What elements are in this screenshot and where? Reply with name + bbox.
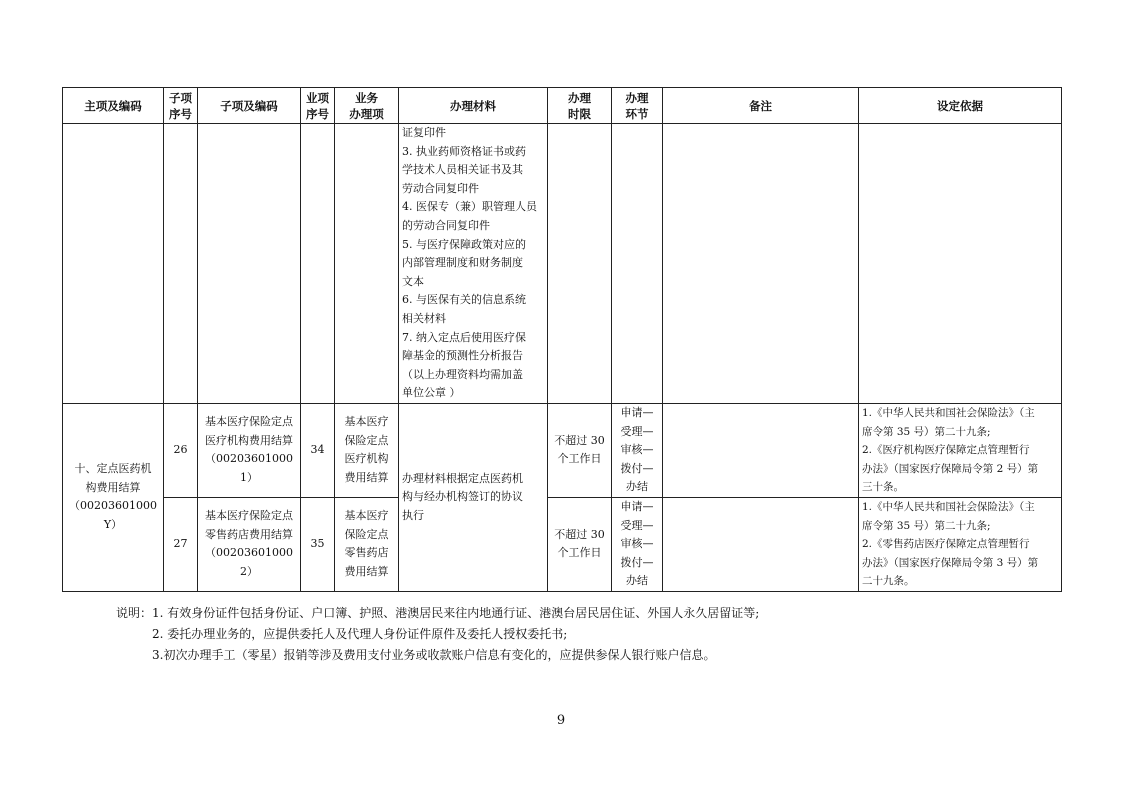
sub-seq-cell: 27 — [164, 497, 198, 591]
continued-materials: 证复印件 3. 执业药师资格证书或药 学技术人员相关证书及其 劳动合同复印件 4. 医保专（兼）职管理人员 的劳动合同复印件 5. 与医疗保障政策对应的 内部管理制度和财务制度 文本 6. 与医保有关的信息系统 相关材料 7. 纳入定点后使用医疗保 障基金的预测性分析报告 （以上办理资料均需加盖 单位公章 ） — [399, 124, 548, 404]
header-remarks: 备注 — [663, 88, 859, 124]
basis-cell: 1.《中华人民共和国社会保险法》（主 席令第 35 号）第二十九条; 2.《零售药店医疗保障定点管理暂行 办法》（国家医疗保障局令第 3 号）第 二十九条。 — [859, 497, 1062, 591]
notes-label: 说明： — [116, 606, 153, 620]
table-row-continued — [63, 124, 1062, 404]
biz-seq-cell: 34 — [301, 404, 335, 498]
cell-empty — [548, 124, 612, 404]
service-items-table — [62, 87, 1062, 592]
cell-empty — [663, 124, 859, 404]
cell-empty — [612, 124, 663, 404]
header-basis: 设定依据 — [859, 88, 1062, 124]
sub-item-cell: 基本医疗保险定点 医疗机构费用结算 （002036010001） — [198, 404, 301, 498]
cell-empty — [301, 124, 335, 404]
note-item: 3.初次办理手工（零星）报销等涉及费用支付业务或收款账户信息有变化的，应提供参保人银行账户信息。 — [152, 648, 716, 662]
notes-section — [116, 603, 759, 666]
header-materials: 办理材料 — [399, 88, 548, 124]
biz-item-cell: 基本医疗 保险定点 医疗机构 费用结算 — [335, 404, 399, 498]
table-row — [63, 497, 1062, 591]
time-limit-cell: 不超过 30 个工作日 — [548, 404, 612, 498]
cell-empty — [198, 124, 301, 404]
table-header-row — [63, 88, 1062, 124]
header-sub-item: 子项及编码 — [198, 88, 301, 124]
steps-cell: 申请— 受理— 审核— 拨付— 办结 — [612, 404, 663, 498]
page-number: 9 — [556, 713, 566, 728]
sub-item-cell: 基本医疗保险定点 零售药店费用结算 （002036010002） — [198, 497, 301, 591]
time-limit-cell: 不超过 30 个工作日 — [548, 497, 612, 591]
remarks-cell — [663, 497, 859, 591]
cell-empty — [335, 124, 399, 404]
header-main-item: 主项及编码 — [63, 88, 164, 124]
cell-empty — [859, 124, 1062, 404]
note-item: 说明：1. 有效身份证件包括身份证、户口簿、护照、港澳居民来往内地通行证、港澳台居民居住证、外国人永久居留证等; — [116, 606, 760, 620]
header-steps: 办理 环节 — [612, 88, 663, 124]
cell-empty — [63, 124, 164, 404]
header-sub-seq: 子项 序号 — [164, 88, 198, 124]
biz-item-cell: 基本医疗 保险定点 零售药店 费用结算 — [335, 497, 399, 591]
note-item: 2. 委托办理业务的，应提供委托人及代理人身份证件原件及委托人授权委托书; — [152, 627, 568, 641]
main-item-cell: 十、定点医药机 构费用结算 （00203601000Y） — [63, 404, 164, 592]
steps-cell: 申请— 受理— 审核— 拨付— 办结 — [612, 497, 663, 591]
header-biz-item: 业务 办理项 — [335, 88, 399, 124]
sub-seq-cell: 26 — [164, 404, 198, 498]
table-row — [63, 404, 1062, 498]
shared-materials-cell: 办理材料根据定点医药机 构与经办机构签订的协议 执行 — [399, 404, 548, 592]
remarks-cell — [663, 404, 859, 498]
biz-seq-cell: 35 — [301, 497, 335, 591]
cell-empty — [164, 124, 198, 404]
basis-cell: 1.《中华人民共和国社会保险法》（主 席令第 35 号）第二十九条; 2.《医疗机构医疗保障定点管理暂行 办法》（国家医疗保障局令第 2 号）第 三十条。 — [859, 404, 1062, 498]
header-biz-seq: 业项 序号 — [301, 88, 335, 124]
header-time-limit: 办理 时限 — [548, 88, 612, 124]
